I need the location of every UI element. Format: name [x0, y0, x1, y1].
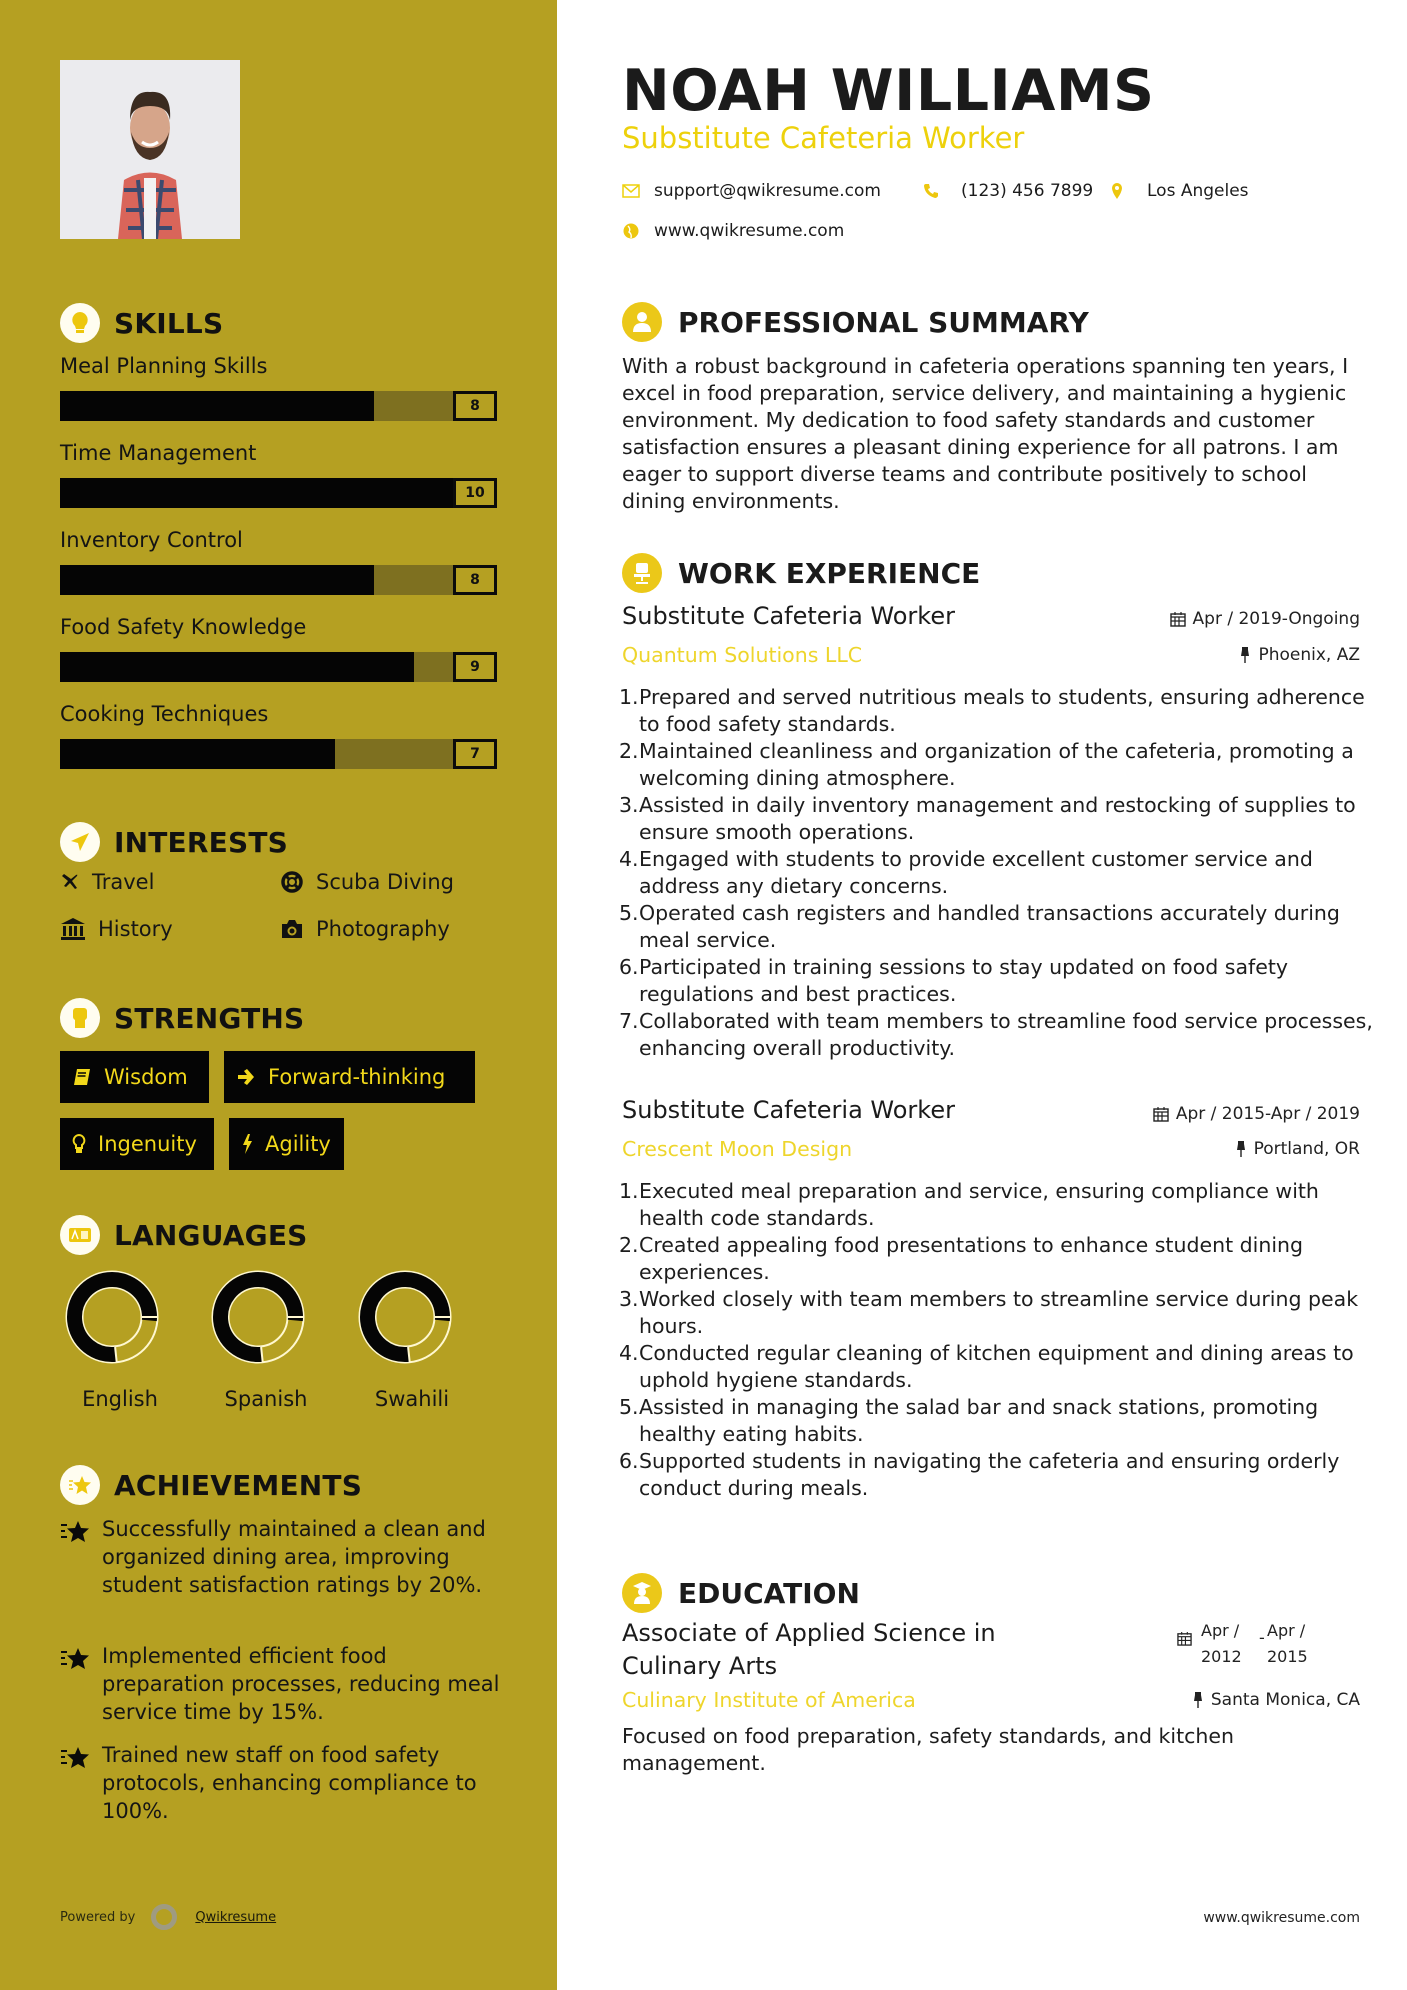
- interest-label: Travel: [92, 870, 155, 894]
- achievement-item: [60, 1741, 500, 1825]
- office-chair-icon: [622, 553, 662, 593]
- pushpin-icon: [1239, 646, 1251, 664]
- responsibility-item: 5. Operated cash registers and handled transactions accurately during meal service.: [619, 901, 1340, 952]
- job-dates-text: Apr / 2015-Apr / 2019: [1175, 1104, 1360, 1124]
- envelope-icon: [622, 184, 640, 198]
- job-dates-text: Apr / 2019-Ongoing: [1192, 609, 1360, 629]
- strengths-title: STRENGTHS: [114, 1001, 305, 1035]
- summary-text: With a robust background in cafeteria operations spanning ten years, I excel in food preparation, service delivery, and maintaining a hygienic environment. My dedication to food safety standards and customer satisfaction ensures a pleasant dining experience for all patrons. I am eager to support diverse teams and contribute positively to school dining environments.: [622, 354, 1349, 513]
- shooting-star-icon: [60, 1519, 92, 1545]
- job-responsibilities: [619, 1178, 1379, 1502]
- candidate-title: Substitute Cafeteria Worker: [622, 121, 1025, 155]
- skill-fill: [60, 478, 453, 508]
- skill-fill: [60, 565, 374, 595]
- education-dates: [1177, 1618, 1362, 1678]
- skill-bar: [60, 652, 497, 682]
- language-donut: [62, 1267, 162, 1371]
- plane-icon: [60, 872, 80, 892]
- calendar-icon: [1153, 1106, 1169, 1122]
- experience-title: WORK EXPERIENCE: [678, 556, 981, 590]
- fist-icon: [60, 998, 100, 1038]
- skill-bar: [60, 391, 497, 421]
- lightbulb-icon: [60, 303, 100, 343]
- interest-item: [280, 870, 454, 894]
- skill-label: Cooking Techniques: [60, 702, 269, 726]
- shooting-star-icon: [60, 1646, 92, 1672]
- qwikresume-link[interactable]: Qwikresume: [195, 1909, 277, 1925]
- job-location-text: Portland, OR: [1253, 1139, 1360, 1159]
- responsibility-item: 6. Participated in training sessions to stay updated on food safety regulations and best practices.: [619, 955, 1289, 1006]
- qwikresume-logo-icon: [151, 1904, 177, 1930]
- skill-value: 8: [453, 565, 497, 595]
- achievement-text: Implemented efficient food preparation processes, reducing meal service time by 15%.: [102, 1644, 500, 1724]
- email-text[interactable]: support@qwikresume.com: [654, 181, 881, 201]
- responsibility-item: 7. Collaborated with team members to streamline food service processes, enhancing overall productivity.: [619, 1009, 1373, 1060]
- calendar-icon: [1177, 1630, 1192, 1647]
- achievement-text: Trained new staff on food safety protocols, enhancing compliance to 100%.: [102, 1743, 477, 1823]
- strength-badge: [229, 1118, 344, 1170]
- strength-badge: [60, 1118, 214, 1170]
- responsibility-item: 2. Created appealing food presentations to enhance student dining experiences.: [619, 1233, 1304, 1284]
- experience-heading: [622, 552, 980, 594]
- skill-label: Meal Planning Skills: [60, 354, 268, 378]
- achievements-title: ACHIEVEMENTS: [114, 1468, 363, 1502]
- job-responsibilities: [619, 684, 1379, 1062]
- achievements-heading: [60, 1464, 362, 1506]
- languages-heading: [60, 1214, 308, 1256]
- education-start: Apr / 2012: [1201, 1621, 1242, 1666]
- user-icon: [622, 302, 662, 342]
- language-donut: [208, 1267, 308, 1371]
- skill-fill: [60, 652, 414, 682]
- strength-label: Wisdom: [104, 1065, 188, 1089]
- skill-value: 7: [453, 739, 497, 769]
- skill-bar: [60, 478, 497, 508]
- language-donut: [355, 1267, 455, 1371]
- skill-value: 10: [453, 478, 497, 508]
- company-name: Quantum Solutions LLC: [622, 643, 863, 667]
- summary-heading: [622, 301, 1089, 343]
- star-icon: [60, 1465, 100, 1505]
- paper-plane-icon: [60, 822, 100, 862]
- job-title: Substitute Cafeteria Worker: [622, 602, 955, 630]
- camera-icon: [280, 918, 304, 940]
- skills-heading: [60, 302, 223, 344]
- interest-item: [60, 870, 154, 894]
- interest-label: Scuba Diving: [316, 870, 454, 894]
- responsibility-item: 6. Supported students in navigating the cafeteria and ensuring orderly conduct during meals.: [619, 1449, 1340, 1500]
- education-location: [1192, 1690, 1360, 1710]
- interests-heading: [60, 821, 288, 863]
- responsibility-item: 5. Assisted in managing the salad bar and snack stations, promoting healthy eating habits.: [619, 1395, 1319, 1446]
- achievement-item: [60, 1642, 500, 1726]
- responsibility-item: 1. Prepared and served nutritious meals to students, ensuring adherence to food safety standards.: [619, 685, 1365, 736]
- museum-icon: [60, 917, 86, 941]
- calendar-icon: [1170, 611, 1186, 627]
- interest-label: Photography: [316, 917, 450, 941]
- degree-title: Associate of Applied Science in Culinary Arts: [622, 1619, 996, 1680]
- powered-by: [60, 1904, 276, 1930]
- footer-website[interactable]: www.qwikresume.com: [1203, 1910, 1360, 1926]
- powered-by-label: Powered by: [60, 1909, 136, 1925]
- language-label: English: [82, 1387, 158, 1411]
- responsibility-item: 2. Maintained cleanliness and organization of the cafeteria, promoting a welcoming dining atmosphere.: [619, 739, 1354, 790]
- language-label: Swahili: [374, 1387, 450, 1411]
- location-text: Los Angeles: [1147, 181, 1249, 201]
- shooting-star-icon: [60, 1745, 92, 1771]
- contact-website: [622, 221, 844, 241]
- globe-icon: [622, 222, 640, 240]
- sidebar: [0, 0, 557, 1990]
- skill-value: 9: [453, 652, 497, 682]
- strength-badge: [224, 1051, 475, 1103]
- responsibility-item: 3. Worked closely with team members to streamline service during peak hours.: [619, 1287, 1359, 1338]
- language-label: Spanish: [224, 1387, 308, 1411]
- skill-bar: [60, 739, 497, 769]
- contact-location: [1111, 181, 1249, 201]
- job-location: [1235, 1139, 1360, 1159]
- skill-fill: [60, 391, 374, 421]
- job-title: Substitute Cafeteria Worker: [622, 1096, 955, 1124]
- skill-fill: [60, 739, 335, 769]
- education-end: Apr / 2015: [1267, 1621, 1308, 1666]
- website-text[interactable]: www.qwikresume.com: [654, 221, 845, 241]
- responsibility-item: 1. Executed meal preparation and service, ensuring compliance with health code standards.: [619, 1179, 1319, 1230]
- achievement-item: [60, 1515, 500, 1599]
- languages-title: LANGUAGES: [114, 1218, 308, 1252]
- phone-icon: [923, 183, 939, 199]
- phone-text: (123) 456 7899: [961, 181, 1094, 201]
- map-pin-icon: [1111, 182, 1123, 200]
- contact-email: [622, 181, 881, 201]
- job-location-text: Phoenix, AZ: [1258, 645, 1360, 665]
- strength-badge: [60, 1051, 209, 1103]
- bolt-icon: [241, 1133, 253, 1155]
- life-ring-icon: [280, 870, 304, 894]
- education-location-text: Santa Monica, CA: [1210, 1690, 1360, 1710]
- interest-label: History: [98, 917, 173, 941]
- responsibility-item: 3. Assisted in daily inventory management and restocking of supplies to ensure smooth operations.: [619, 793, 1356, 844]
- candidate-name: NOAH WILLIAMS: [622, 58, 1155, 124]
- responsibility-item: 4. Engaged with students to provide excellent customer service and address any dietary concerns.: [619, 847, 1313, 898]
- interests-title: INTERESTS: [114, 825, 288, 859]
- main-content: [557, 0, 1407, 1990]
- education-title: EDUCATION: [678, 1576, 860, 1610]
- education-heading: [622, 1572, 860, 1614]
- job-location: [1239, 645, 1360, 665]
- education-date-separator: -: [1259, 1628, 1265, 1647]
- responsibility-item: 4. Conducted regular cleaning of kitchen equipment and dining areas to uphold hygiene standards.: [619, 1341, 1354, 1392]
- pushpin-icon: [1192, 1691, 1204, 1709]
- interest-item: [280, 917, 450, 941]
- achievement-text: Successfully maintained a clean and organized dining area, improving student satisfaction ratings by 20%.: [102, 1517, 486, 1597]
- arrow-right-icon: [236, 1067, 256, 1087]
- skill-bar: [60, 565, 497, 595]
- job-dates: [1153, 1104, 1360, 1124]
- company-name: Crescent Moon Design: [622, 1137, 853, 1161]
- skill-label: Food Safety Knowledge: [60, 615, 307, 639]
- strength-label: Forward-thinking: [268, 1065, 446, 1089]
- lightbulb-icon: [72, 1133, 86, 1155]
- graduate-icon: [622, 1573, 662, 1613]
- language-icon: [60, 1215, 100, 1255]
- strength-label: Ingenuity: [98, 1132, 197, 1156]
- job-dates: [1170, 609, 1360, 629]
- skill-label: Inventory Control: [60, 528, 243, 552]
- book-icon: [72, 1067, 92, 1087]
- institution-name: Culinary Institute of America: [622, 1688, 916, 1712]
- contact-phone: [923, 181, 1093, 201]
- skill-value: 8: [453, 391, 497, 421]
- interest-item: [60, 917, 173, 941]
- summary-title: PROFESSIONAL SUMMARY: [678, 305, 1089, 339]
- skills-title: SKILLS: [114, 306, 224, 340]
- strengths-heading: [60, 997, 304, 1039]
- profile-photo: [60, 60, 240, 239]
- education-description: Focused on food preparation, safety standards, and kitchen management.: [622, 1724, 1234, 1775]
- strength-label: Agility: [265, 1132, 331, 1156]
- skill-label: Time Management: [60, 441, 257, 465]
- pushpin-icon: [1235, 1140, 1247, 1158]
